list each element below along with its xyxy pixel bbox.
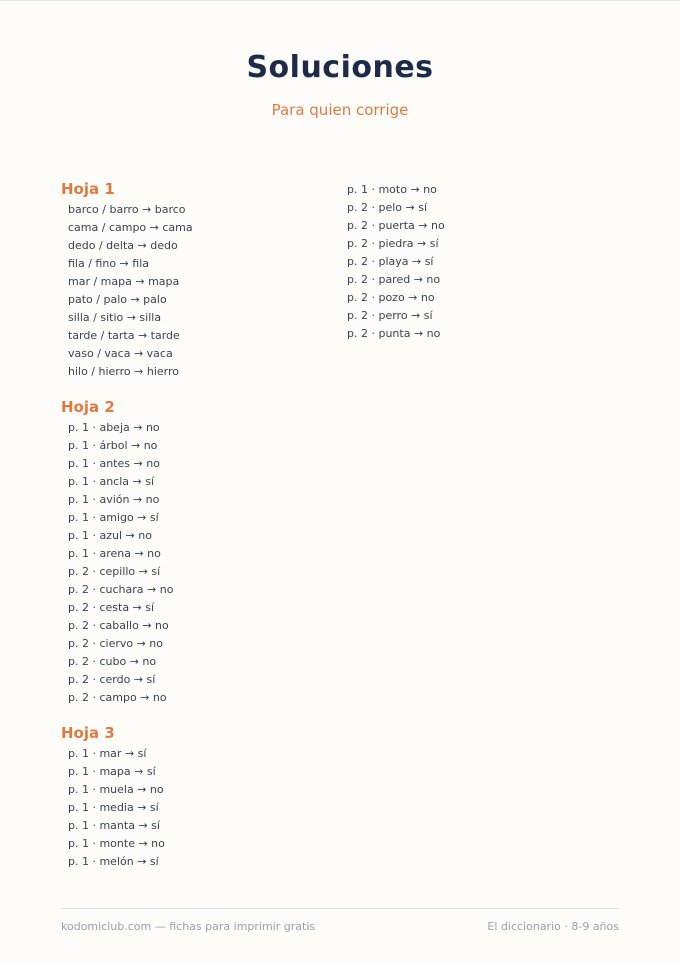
- answer-item: p. 1 · mar → sí: [68, 747, 147, 760]
- answer-item: p. 1 · árbol → no: [68, 439, 158, 452]
- sheet-1-answers: [61, 201, 321, 381]
- answer-item: p. 2 · cubo → no: [68, 655, 157, 668]
- answer-item: p. 1 · abeja → no: [68, 421, 160, 434]
- answer-item: barco / barro → barco: [68, 203, 186, 216]
- answer-item: p. 2 · cesta → sí: [68, 601, 155, 614]
- answer-item: p. 2 · cuchara → no: [68, 583, 174, 596]
- sheet-2-title: Hoja 2: [61, 398, 115, 416]
- answer-item: p. 1 · monte → no: [68, 837, 165, 850]
- answer-item: p. 2 · pelo → sí: [347, 201, 427, 214]
- sheet-2-answers: [61, 419, 321, 707]
- answer-item: p. 1 · ancla → sí: [68, 475, 155, 488]
- right-column: [346, 179, 606, 343]
- answer-item: p. 2 · piedra → sí: [347, 237, 439, 250]
- answer-item: p. 1 · arena → no: [68, 547, 161, 560]
- answer-item: silla / sitio → silla: [68, 311, 162, 324]
- sheet-3-title: Hoja 3: [61, 724, 115, 742]
- answer-item: p. 1 · antes → no: [68, 457, 160, 470]
- answer-item: p. 2 · punta → no: [347, 327, 441, 340]
- sheet-3: [61, 723, 321, 871]
- answer-item: p. 1 · melón → sí: [68, 855, 159, 868]
- answer-item: p. 2 · pozo → no: [347, 291, 435, 304]
- answer-item: p. 2 · ciervo → no: [68, 637, 164, 650]
- answer-item: p. 1 · avión → no: [68, 493, 160, 506]
- sheet-1: [61, 179, 321, 381]
- sheet-3-answers: [61, 745, 321, 871]
- answer-item: p. 1 · media → sí: [68, 801, 159, 814]
- page-title: Soluciones: [246, 50, 434, 85]
- answer-item: p. 2 · caballo → no: [68, 619, 169, 632]
- left-column: [61, 179, 321, 887]
- answer-item: pato / palo → palo: [68, 293, 167, 306]
- footer-divider: [61, 908, 619, 909]
- sheet-1-title: Hoja 1: [61, 180, 115, 198]
- answer-item: fila / fino → fila: [68, 257, 149, 270]
- answer-item: p. 2 · playa → sí: [347, 255, 434, 268]
- answer-item: vaso / vaca → vaca: [68, 347, 173, 360]
- answer-item: p. 1 · moto → no: [347, 183, 437, 196]
- answer-item: p. 2 · cerdo → sí: [68, 673, 156, 686]
- answer-item: p. 2 · puerta → no: [347, 219, 445, 232]
- answer-item: p. 2 · pared → no: [347, 273, 441, 286]
- footer-topic: El diccionario · 8-9 años: [487, 920, 619, 933]
- answer-item: mar / mapa → mapa: [68, 275, 180, 288]
- answer-item: dedo / delta → dedo: [68, 239, 178, 252]
- answer-item: p. 2 · perro → sí: [347, 309, 433, 322]
- answer-item: p. 1 · amigo → sí: [68, 511, 159, 524]
- answer-item: p. 1 · azul → no: [68, 529, 152, 542]
- answer-item: p. 2 · cepillo → sí: [68, 565, 161, 578]
- answer-item: hilo / hierro → hierro: [68, 365, 179, 378]
- answer-item: p. 2 · campo → no: [68, 691, 167, 704]
- page-top-border: [0, 0, 680, 1]
- sheet-3-answers-continued: [346, 181, 606, 343]
- answer-item: p. 1 · manta → sí: [68, 819, 160, 832]
- page-subtitle: Para quien corrige: [271, 101, 409, 119]
- answer-item: cama / campo → cama: [68, 221, 193, 234]
- sheet-2: [61, 397, 321, 707]
- answer-item: p. 1 · muela → no: [68, 783, 164, 796]
- footer-site: kodomiclub.com — fichas para imprimir gratis: [61, 920, 316, 933]
- answer-item: tarde / tarta → tarde: [68, 329, 180, 342]
- answer-item: p. 1 · mapa → sí: [68, 765, 156, 778]
